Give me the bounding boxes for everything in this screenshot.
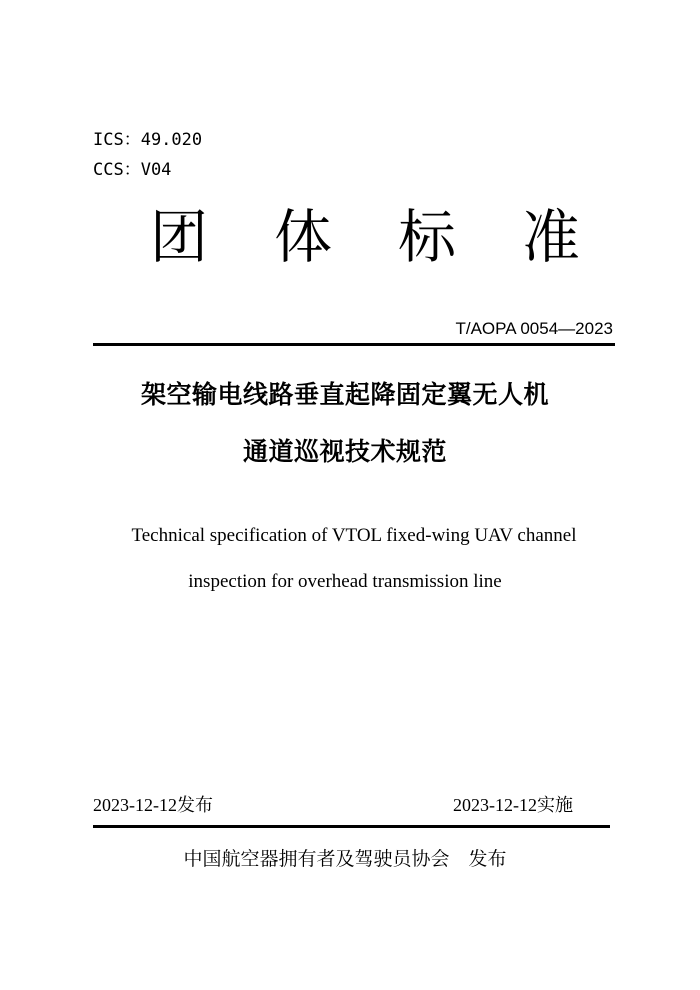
- standard-type-char: 体: [273, 205, 332, 270]
- bottom-divider: [93, 825, 610, 828]
- publisher-line: [0, 848, 700, 872]
- standard-number: T/AOPA 0054—2023: [455, 319, 613, 338]
- english-title-line-1: Technical specification of VTOL fixed-wing UAV channel: [131, 525, 577, 546]
- ccs-code: CCS：V04: [93, 160, 172, 180]
- standard-type-char: 团: [150, 205, 209, 270]
- standard-type-heading: [150, 205, 580, 271]
- implementation-date: 2023-12-12实施: [453, 795, 573, 815]
- publish-date: 2023-12-12发布: [93, 795, 213, 815]
- ics-code: ICS：49.020: [93, 130, 203, 150]
- publisher-name: 中国航空器拥有者及驾驶员协会: [183, 849, 450, 870]
- english-title-line-2: inspection for overhead transmission line: [188, 571, 502, 592]
- standard-type-char: 准: [521, 205, 580, 270]
- top-divider: [93, 343, 615, 346]
- standard-type-char: 标: [397, 205, 456, 270]
- chinese-title-line-2: 通道巡视技术规范: [242, 439, 447, 466]
- publisher-action: 发布: [468, 849, 507, 870]
- chinese-title-line-1: 架空输电线路垂直起降固定翼无人机: [140, 382, 549, 409]
